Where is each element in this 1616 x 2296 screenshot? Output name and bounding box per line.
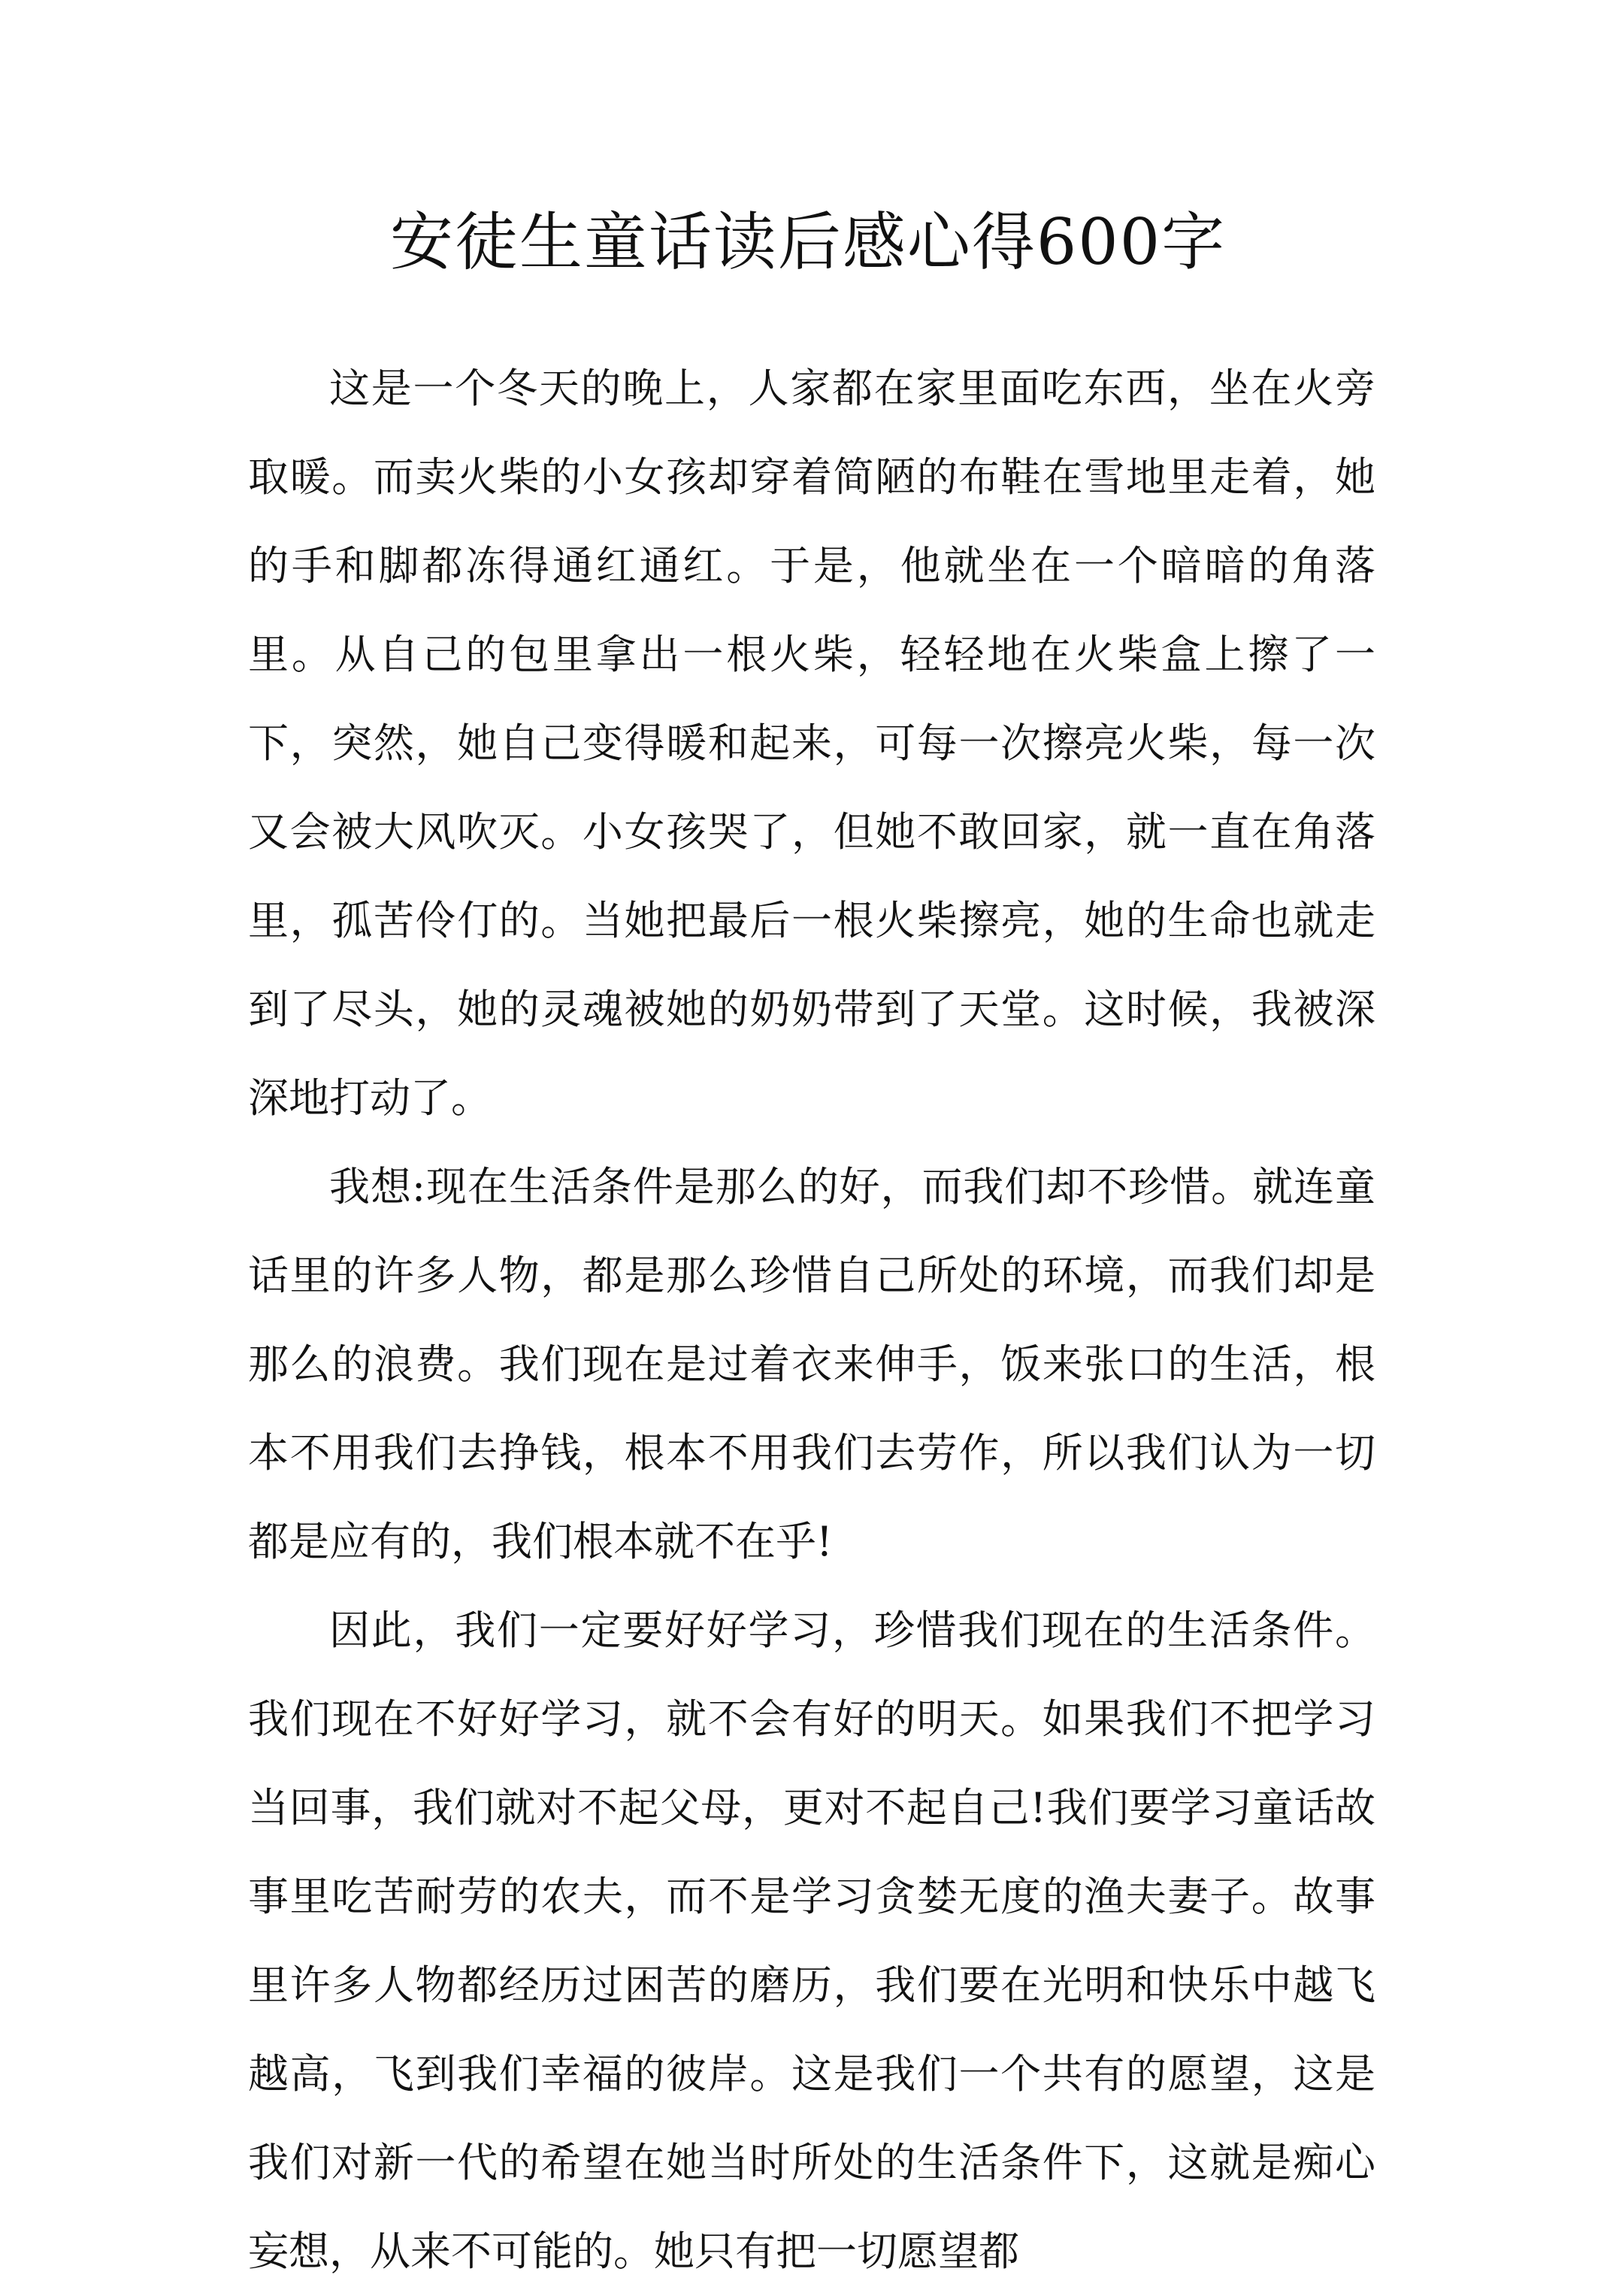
paragraph-2: 我想:现在生活条件是那么的好，而我们却不珍惜。就连童话里的许多人物，都是那么珍惜自己所处的环境，而我们却是那么的浪费。我们现在是过着衣来伸手，饭来张口的生活，根本不用我们去挣钱，根本不用我们去劳作，所以我们认为一切都是应有的，我们根本就不在乎! xyxy=(248,1163,1375,1565)
paragraph-3: 因此，我们一定要好好学习，珍惜我们现在的生活条件。我们现在不好好学习，就不会有好的明天。如果我们不把学习当回事，我们就对不起父母，更对不起自己!我们要学习童话故事里吃苦耐劳的农夫，而不是学习贪婪无度的渔夫妻子。故事里许多人物都经历过困苦的磨历，我们要在光明和快乐中越飞越高，飞到我们幸福的彼岸。这是我们一个共有的愿望，这是我们对新一代的希望在她当时所处的生活条件下，这就是痴心妄想，从来不可能的。她只有把一切愿望都 xyxy=(248,1607,1375,2275)
paragraph-1: 这是一个冬天的晚上，人家都在家里面吃东西，坐在火旁取暖。而卖火柴的小女孩却穿着简陋的布鞋在雪地里走着，她的手和脚都冻得通红通红。于是，他就坐在一个暗暗的角落里。从自己的包里拿出一根火柴，轻轻地在火柴盒上擦了一下，突然，她自己变得暖和起来，可每一次擦亮火柴，每一次又会被大风吹灭。小女孩哭了，但她不敢回家，就一直在角落里，孤苦伶仃的。当她把最后一根火柴擦亮，她的生命也就走到了尽头，她的灵魂被她的奶奶带到了天堂。这时候，我被深深地打动了。 xyxy=(248,365,1375,1122)
document-title: 安徒生童话读后感心得600字 xyxy=(389,205,1227,279)
document-body xyxy=(248,344,1375,2296)
